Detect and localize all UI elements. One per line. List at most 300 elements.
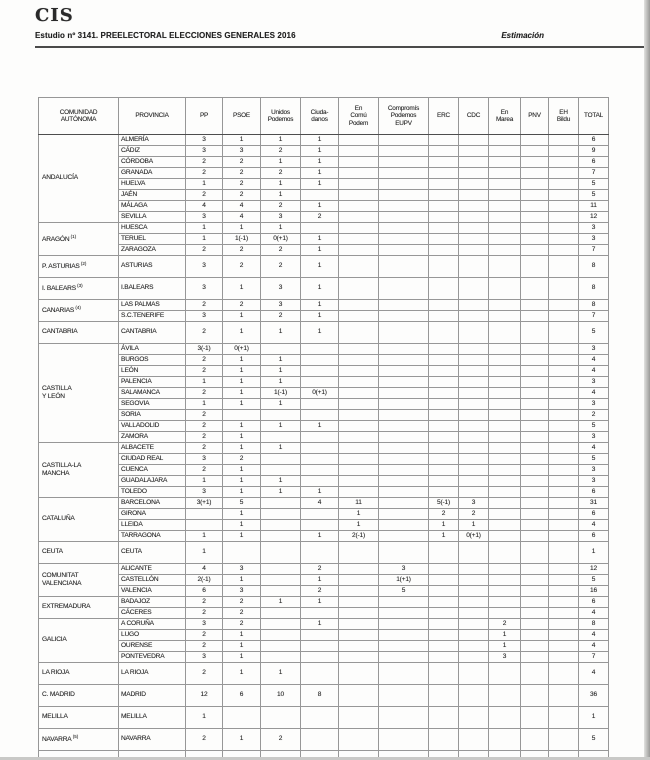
total-cell: 12 bbox=[579, 564, 609, 575]
seat-value-cell bbox=[429, 135, 459, 146]
seat-value-cell: 1 bbox=[261, 476, 301, 487]
province-cell: ZAMORA bbox=[119, 432, 186, 443]
seat-value-cell bbox=[521, 498, 549, 509]
seat-value-cell bbox=[549, 520, 579, 531]
seat-value-cell bbox=[549, 421, 579, 432]
seat-value-cell: 1 bbox=[261, 322, 301, 344]
seat-value-cell bbox=[429, 542, 459, 564]
community-note: (2) bbox=[79, 261, 87, 267]
seat-value-cell bbox=[459, 542, 489, 564]
province-cell: CÁDIZ bbox=[119, 146, 186, 157]
seat-value-cell bbox=[459, 619, 489, 630]
seat-value-cell bbox=[549, 729, 579, 751]
seat-value-cell bbox=[429, 201, 459, 212]
table-row bbox=[39, 630, 609, 641]
seat-value-cell: 2 bbox=[186, 597, 223, 608]
seat-value-cell bbox=[521, 575, 549, 586]
seat-value-cell: 5 bbox=[223, 498, 261, 509]
table-row bbox=[39, 135, 609, 146]
province-cell: LLEIDA bbox=[119, 520, 186, 531]
community-cell: ARAGÓN $^{(1)}$ bbox=[39, 223, 119, 256]
seat-value-cell bbox=[261, 542, 301, 564]
seat-value-cell bbox=[521, 256, 549, 278]
seat-value-cell bbox=[429, 366, 459, 377]
seat-value-cell bbox=[186, 520, 223, 531]
seat-value-cell bbox=[489, 663, 521, 685]
total-cell: 4 bbox=[579, 355, 609, 366]
seat-value-cell: 2 bbox=[186, 366, 223, 377]
seat-value-cell: 1 bbox=[223, 311, 261, 322]
seat-value-cell: 1 bbox=[261, 157, 301, 168]
province-cell: HUESCA bbox=[119, 223, 186, 234]
seat-value-cell: 2 bbox=[223, 300, 261, 311]
seat-value-cell bbox=[549, 278, 579, 300]
column-header: Ciuda- danos bbox=[301, 98, 339, 135]
seat-value-cell: 2 bbox=[459, 509, 489, 520]
seat-value-cell bbox=[521, 311, 549, 322]
seat-value-cell bbox=[459, 476, 489, 487]
table-row bbox=[39, 498, 609, 509]
seat-value-cell bbox=[339, 465, 379, 476]
seat-value-cell: 2 bbox=[186, 630, 223, 641]
total-cell: 4 bbox=[579, 608, 609, 619]
seat-value-cell bbox=[339, 575, 379, 586]
seat-value-cell bbox=[301, 465, 339, 476]
seat-value-cell: 1 bbox=[301, 300, 339, 311]
total-cell: 6 bbox=[579, 157, 609, 168]
seat-value-cell bbox=[429, 278, 459, 300]
seat-value-cell bbox=[521, 322, 549, 344]
total-cell: 8 bbox=[579, 300, 609, 311]
seat-value-cell bbox=[489, 531, 521, 542]
total-cell: 8 bbox=[579, 256, 609, 278]
seat-value-cell: 1 bbox=[261, 135, 301, 146]
seat-value-cell bbox=[429, 707, 459, 729]
seat-value-cell bbox=[489, 487, 521, 498]
seat-value-cell bbox=[339, 157, 379, 168]
seat-value-cell bbox=[459, 608, 489, 619]
seat-value-cell: 3 bbox=[186, 311, 223, 322]
seat-value-cell bbox=[459, 355, 489, 366]
seat-value-cell: 1 bbox=[261, 597, 301, 608]
seat-value-cell bbox=[459, 421, 489, 432]
table-row bbox=[39, 685, 609, 707]
seat-value-cell: 1 bbox=[301, 179, 339, 190]
seat-value-cell: 2 bbox=[186, 388, 223, 399]
total-cell: 1 bbox=[579, 542, 609, 564]
seat-value-cell bbox=[489, 520, 521, 531]
seat-value-cell: 2(-1) bbox=[339, 531, 379, 542]
seat-value-cell bbox=[549, 663, 579, 685]
seat-value-cell: 3(-1) bbox=[186, 344, 223, 355]
total-cell: 6 bbox=[579, 135, 609, 146]
seat-value-cell bbox=[489, 322, 521, 344]
column-header: En Marea bbox=[489, 98, 521, 135]
header-row bbox=[39, 98, 609, 135]
total-cell: 3 bbox=[579, 377, 609, 388]
seat-value-cell bbox=[379, 366, 429, 377]
seat-value-cell bbox=[429, 608, 459, 619]
community-cell: MELILLA bbox=[39, 707, 119, 729]
province-cell: A CORUÑA bbox=[119, 619, 186, 630]
seat-value-cell bbox=[489, 344, 521, 355]
seat-value-cell bbox=[339, 212, 379, 223]
province-cell: PONTEVEDRA bbox=[119, 652, 186, 663]
seat-value-cell: 1 bbox=[223, 630, 261, 641]
seat-value-cell bbox=[339, 300, 379, 311]
seat-value-cell bbox=[339, 443, 379, 454]
seat-value-cell bbox=[489, 685, 521, 707]
seat-value-cell bbox=[489, 300, 521, 311]
community-cell: CASTILLA-LA MANCHA bbox=[39, 443, 119, 498]
community-note: (4) bbox=[74, 305, 81, 311]
seat-value-cell bbox=[521, 641, 549, 652]
seat-value-cell bbox=[459, 432, 489, 443]
seat-value-cell bbox=[429, 564, 459, 575]
seat-value-cell bbox=[459, 223, 489, 234]
seat-value-cell bbox=[339, 278, 379, 300]
seat-value-cell bbox=[301, 641, 339, 652]
seat-value-cell: 2 bbox=[186, 157, 223, 168]
seat-value-cell bbox=[489, 190, 521, 201]
seat-value-cell bbox=[489, 465, 521, 476]
seat-value-cell: 1 bbox=[223, 476, 261, 487]
seat-value-cell: 3(+1) bbox=[186, 498, 223, 509]
total-cell: 5 bbox=[579, 421, 609, 432]
seat-value-cell bbox=[489, 410, 521, 421]
seat-value-cell: 2 bbox=[186, 641, 223, 652]
seat-value-cell: 2 bbox=[186, 421, 223, 432]
total-cell: 1 bbox=[579, 707, 609, 729]
seat-value-cell bbox=[549, 366, 579, 377]
seat-value-cell bbox=[489, 234, 521, 245]
seat-value-cell bbox=[339, 630, 379, 641]
seat-value-cell bbox=[489, 245, 521, 256]
seat-value-cell bbox=[549, 641, 579, 652]
seat-value-cell: 4 bbox=[223, 212, 261, 223]
seat-value-cell bbox=[459, 663, 489, 685]
seat-value-cell: 2 bbox=[186, 729, 223, 751]
seat-value-cell bbox=[339, 487, 379, 498]
table-row bbox=[39, 652, 609, 663]
seat-value-cell bbox=[521, 168, 549, 179]
seat-value-cell: 1 bbox=[301, 597, 339, 608]
seat-value-cell bbox=[261, 344, 301, 355]
seat-value-cell: 1(+1) bbox=[379, 575, 429, 586]
seat-value-cell: 4 bbox=[186, 201, 223, 212]
seat-value-cell: 2 bbox=[186, 355, 223, 366]
seat-value-cell bbox=[261, 454, 301, 465]
seat-value-cell bbox=[459, 245, 489, 256]
seat-value-cell: 2 bbox=[186, 168, 223, 179]
table-row bbox=[39, 531, 609, 542]
column-header: PROVINCIA bbox=[119, 98, 186, 135]
seat-value-cell bbox=[489, 146, 521, 157]
seat-value-cell bbox=[549, 201, 579, 212]
seat-value-cell bbox=[459, 685, 489, 707]
seat-value-cell bbox=[339, 564, 379, 575]
seat-value-cell bbox=[459, 454, 489, 465]
seat-value-cell bbox=[301, 542, 339, 564]
column-header: Compromís Podemos EUPV bbox=[379, 98, 429, 135]
seat-value-cell bbox=[521, 685, 549, 707]
seat-value-cell bbox=[339, 597, 379, 608]
total-cell: 4 bbox=[579, 388, 609, 399]
seat-value-cell bbox=[521, 135, 549, 146]
seat-value-cell bbox=[379, 355, 429, 366]
seat-value-cell: 1 bbox=[223, 432, 261, 443]
seat-value-cell bbox=[301, 366, 339, 377]
total-cell: 3 bbox=[579, 234, 609, 245]
seat-value-cell: 1 bbox=[223, 421, 261, 432]
seat-value-cell bbox=[521, 245, 549, 256]
seat-value-cell bbox=[549, 707, 579, 729]
seat-value-cell bbox=[549, 476, 579, 487]
seat-value-cell: 1 bbox=[301, 311, 339, 322]
seat-value-cell: 2 bbox=[261, 311, 301, 322]
seat-value-cell bbox=[521, 619, 549, 630]
seat-value-cell: 2 bbox=[186, 245, 223, 256]
seat-value-cell: 3 bbox=[489, 652, 521, 663]
province-cell: GRANADA bbox=[119, 168, 186, 179]
community-cell: CANARIAS $^{(4)}$ bbox=[39, 300, 119, 322]
seat-value-cell bbox=[459, 443, 489, 454]
seat-value-cell: 1 bbox=[301, 146, 339, 157]
seat-value-cell: 4 bbox=[301, 498, 339, 509]
seat-value-cell bbox=[379, 465, 429, 476]
seat-value-cell bbox=[489, 498, 521, 509]
seat-value-cell bbox=[429, 729, 459, 751]
seat-value-cell: 3 bbox=[261, 300, 301, 311]
seat-value-cell bbox=[459, 399, 489, 410]
seat-value-cell bbox=[549, 498, 579, 509]
seat-value-cell bbox=[429, 487, 459, 498]
seat-value-cell: 2 bbox=[489, 619, 521, 630]
seat-value-cell bbox=[549, 542, 579, 564]
seat-value-cell bbox=[549, 234, 579, 245]
seat-value-cell bbox=[489, 608, 521, 619]
province-cell: MELILLA bbox=[119, 707, 186, 729]
seat-value-cell bbox=[459, 146, 489, 157]
seat-value-cell bbox=[429, 377, 459, 388]
seat-value-cell bbox=[301, 223, 339, 234]
province-cell: BADAJOZ bbox=[119, 597, 186, 608]
seat-value-cell bbox=[459, 278, 489, 300]
seat-value-cell bbox=[521, 399, 549, 410]
seat-value-cell: 1 bbox=[429, 520, 459, 531]
seat-value-cell: 1 bbox=[261, 179, 301, 190]
seat-value-cell bbox=[549, 465, 579, 476]
seat-value-cell bbox=[429, 399, 459, 410]
seat-value-cell: 1 bbox=[301, 619, 339, 630]
seat-value-cell bbox=[549, 630, 579, 641]
province-cell: PALENCIA bbox=[119, 377, 186, 388]
seat-value-cell bbox=[549, 597, 579, 608]
province-cell: TERUEL bbox=[119, 234, 186, 245]
seat-value-cell bbox=[339, 344, 379, 355]
seat-value-cell bbox=[489, 575, 521, 586]
seat-value-cell: 1 bbox=[223, 663, 261, 685]
table-row bbox=[39, 157, 609, 168]
column-header: TOTAL bbox=[579, 98, 609, 135]
total-cell: 5 bbox=[579, 190, 609, 201]
seat-value-cell bbox=[521, 388, 549, 399]
table-row bbox=[39, 564, 609, 575]
seat-value-cell bbox=[223, 410, 261, 421]
table-row bbox=[39, 168, 609, 179]
seat-value-cell bbox=[261, 608, 301, 619]
seat-value-cell: 11 bbox=[339, 498, 379, 509]
seat-value-cell: 2 bbox=[261, 146, 301, 157]
seat-value-cell: 3 bbox=[186, 652, 223, 663]
study-title: Estudio nº 3141. PREELECTORAL ELECCIONES GENERALES 2016 bbox=[35, 31, 296, 40]
province-cell: CANTABRIA bbox=[119, 322, 186, 344]
table-row bbox=[39, 729, 609, 751]
seat-value-cell bbox=[521, 652, 549, 663]
seat-value-cell bbox=[301, 476, 339, 487]
province-cell: CUENCA bbox=[119, 465, 186, 476]
seat-value-cell bbox=[379, 608, 429, 619]
seat-value-cell bbox=[301, 190, 339, 201]
seat-value-cell bbox=[429, 146, 459, 157]
province-cell: ZARAGOZA bbox=[119, 245, 186, 256]
seat-value-cell bbox=[186, 509, 223, 520]
seat-value-cell: 1 bbox=[223, 366, 261, 377]
seat-value-cell: 3 bbox=[459, 498, 489, 509]
seat-value-cell bbox=[459, 564, 489, 575]
seat-value-cell bbox=[429, 454, 459, 465]
seat-value-cell bbox=[459, 641, 489, 652]
seat-value-cell bbox=[429, 410, 459, 421]
seat-value-cell bbox=[429, 234, 459, 245]
seat-value-cell bbox=[301, 432, 339, 443]
seat-value-cell bbox=[459, 256, 489, 278]
seat-value-cell bbox=[339, 322, 379, 344]
table-row bbox=[39, 542, 609, 564]
seat-value-cell bbox=[549, 619, 579, 630]
seat-value-cell bbox=[379, 300, 429, 311]
seat-value-cell bbox=[521, 487, 549, 498]
seat-value-cell bbox=[339, 586, 379, 597]
seat-value-cell bbox=[549, 388, 579, 399]
seat-value-cell: 1 bbox=[223, 443, 261, 454]
seat-value-cell bbox=[521, 410, 549, 421]
seat-value-cell bbox=[549, 685, 579, 707]
seat-value-cell: 0(+1) bbox=[261, 234, 301, 245]
community-note: (1) bbox=[69, 233, 77, 239]
seat-value-cell bbox=[521, 608, 549, 619]
seat-value-cell bbox=[301, 729, 339, 751]
seat-value-cell: 3 bbox=[186, 619, 223, 630]
seat-value-cell bbox=[261, 432, 301, 443]
table-row bbox=[39, 641, 609, 652]
table-row bbox=[39, 322, 609, 344]
seat-value-cell bbox=[459, 179, 489, 190]
total-cell: 6 bbox=[579, 597, 609, 608]
seat-value-cell bbox=[549, 509, 579, 520]
seat-value-cell bbox=[379, 421, 429, 432]
table-row bbox=[39, 245, 609, 256]
table-row bbox=[39, 190, 609, 201]
table-row bbox=[39, 454, 609, 465]
province-cell: VALENCIA bbox=[119, 586, 186, 597]
province-cell: TOLEDO bbox=[119, 487, 186, 498]
seat-value-cell bbox=[301, 608, 339, 619]
seat-value-cell bbox=[429, 421, 459, 432]
seat-value-cell: 2 bbox=[261, 729, 301, 751]
table-row bbox=[39, 223, 609, 234]
seat-value-cell bbox=[429, 641, 459, 652]
seat-value-cell bbox=[489, 278, 521, 300]
seat-value-cell bbox=[429, 344, 459, 355]
seat-value-cell: 2 bbox=[261, 256, 301, 278]
seat-value-cell bbox=[429, 443, 459, 454]
province-cell: ALMERÍA bbox=[119, 135, 186, 146]
seat-value-cell bbox=[223, 542, 261, 564]
seat-value-cell bbox=[521, 432, 549, 443]
seat-value-cell bbox=[429, 311, 459, 322]
column-header: COMUNIDAD AUTÓNOMA bbox=[39, 98, 119, 135]
seat-value-cell bbox=[459, 311, 489, 322]
seat-value-cell: 1 bbox=[339, 509, 379, 520]
seat-value-cell: 4 bbox=[186, 564, 223, 575]
seat-value-cell bbox=[429, 432, 459, 443]
seat-value-cell bbox=[301, 630, 339, 641]
total-cell: 3 bbox=[579, 344, 609, 355]
seat-value-cell bbox=[339, 542, 379, 564]
seat-value-cell bbox=[379, 630, 429, 641]
seat-value-cell bbox=[489, 432, 521, 443]
seat-value-cell bbox=[379, 707, 429, 729]
table-row bbox=[39, 597, 609, 608]
seat-value-cell: 2 bbox=[301, 212, 339, 223]
seat-value-cell bbox=[521, 531, 549, 542]
seat-value-cell: 1 bbox=[261, 663, 301, 685]
seat-value-cell bbox=[459, 212, 489, 223]
seat-value-cell: 1 bbox=[223, 399, 261, 410]
table-row bbox=[39, 388, 609, 399]
province-cell: NAVARRA bbox=[119, 729, 186, 751]
seat-value-cell: 1 bbox=[186, 179, 223, 190]
cis-logo: CIS bbox=[35, 5, 74, 26]
total-cell: 5 bbox=[579, 179, 609, 190]
seat-value-cell: 1 bbox=[223, 641, 261, 652]
seat-value-cell bbox=[521, 663, 549, 685]
seat-value-cell: 1 bbox=[301, 234, 339, 245]
province-cell: MÁLAGA bbox=[119, 201, 186, 212]
seat-value-cell: 3 bbox=[186, 212, 223, 223]
seat-value-cell bbox=[549, 256, 579, 278]
seat-value-cell bbox=[459, 465, 489, 476]
seat-value-cell bbox=[339, 168, 379, 179]
seat-value-cell bbox=[521, 707, 549, 729]
seat-value-cell bbox=[549, 399, 579, 410]
seat-value-cell: 1 bbox=[301, 487, 339, 498]
province-cell: CIUDAD REAL bbox=[119, 454, 186, 465]
seat-value-cell bbox=[549, 575, 579, 586]
seat-value-cell bbox=[429, 223, 459, 234]
seat-value-cell: 2 bbox=[186, 432, 223, 443]
seat-value-cell bbox=[549, 608, 579, 619]
seat-value-cell bbox=[549, 443, 579, 454]
seat-value-cell bbox=[489, 135, 521, 146]
seat-value-cell bbox=[339, 377, 379, 388]
total-cell: 6 bbox=[579, 531, 609, 542]
seat-value-cell bbox=[379, 256, 429, 278]
seat-value-cell bbox=[339, 707, 379, 729]
seat-value-cell bbox=[521, 355, 549, 366]
seat-value-cell bbox=[521, 564, 549, 575]
